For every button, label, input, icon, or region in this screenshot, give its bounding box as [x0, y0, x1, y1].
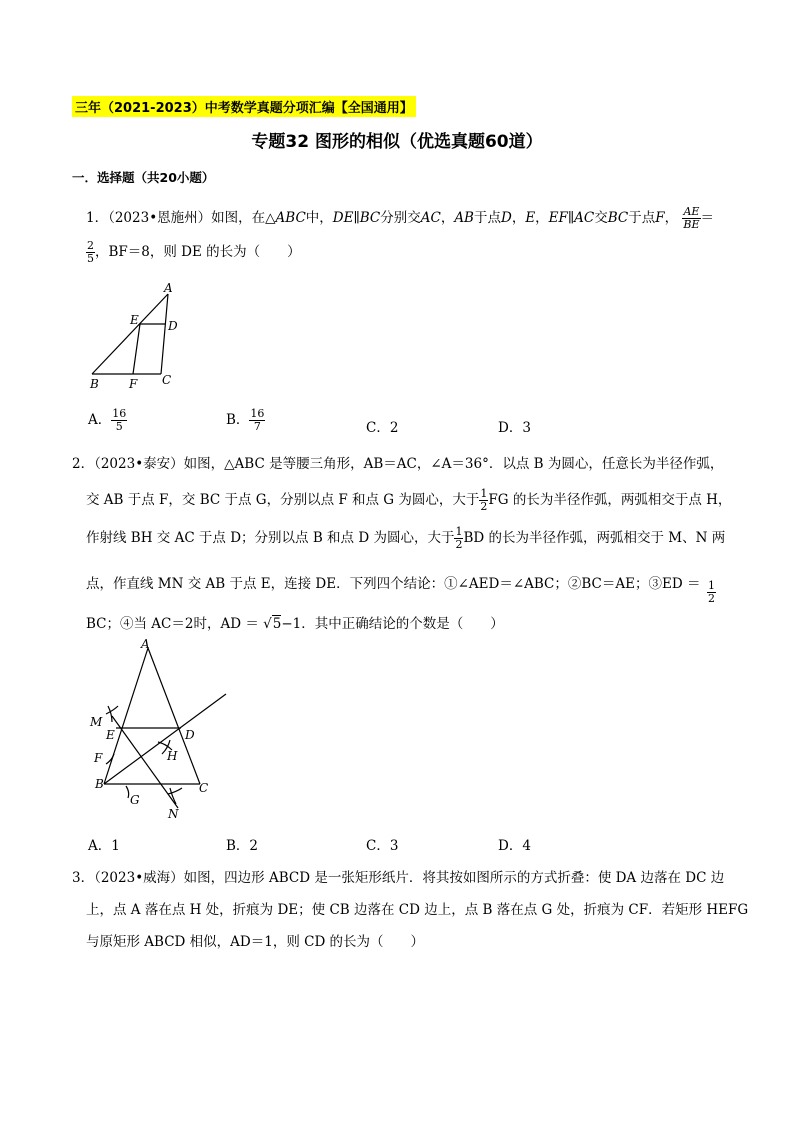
q2-figure	[86, 636, 236, 826]
q1-text: ，	[511, 210, 526, 226]
fraction-denominator: 5	[87, 252, 94, 265]
q2-label-a: A	[141, 637, 150, 651]
q1-ratio-fraction	[682, 206, 700, 231]
q1-line-1	[86, 206, 714, 231]
q1-text: ，BF＝8，则 DE 的长为（ ）	[95, 244, 301, 260]
q2-text: 点，作直线 MN 交 AB 于点 E，连接 DE．下列四个结论：①∠AED＝∠ABC；②BC＝AE；③ED ＝	[86, 576, 701, 592]
fraction-denominator: 5	[115, 420, 123, 433]
q2-text: BD 的长为半径作弧，两弧相交于 M、N 两	[463, 530, 726, 546]
q2-label-g: G	[130, 793, 140, 807]
q2-text: 交 AB 于点 F，交 BC 于点 G，分别以点 F 和点 G 为圆心，大于	[86, 492, 480, 508]
q1-option-b-fraction	[249, 408, 265, 433]
q1-label-a: A	[164, 281, 173, 295]
q2-arc-f	[106, 754, 114, 764]
q1-option-d[interactable]: D．3	[498, 420, 531, 436]
q1-label-f: F	[129, 377, 138, 391]
q1-label-d: D	[168, 319, 178, 333]
q2-label-b: B	[95, 777, 104, 791]
fraction-denominator: 7	[253, 420, 261, 433]
q2-option-a[interactable]: A．1	[88, 838, 120, 854]
q2-text: −1．其中正确结论的个数是（ ）	[281, 616, 504, 632]
q2-label-h: H	[167, 749, 178, 763]
fraction-denominator: BE	[683, 218, 700, 231]
q2-arc-m1	[106, 706, 118, 714]
q1-text: 于点	[473, 210, 501, 226]
q1-segment-ba	[92, 294, 168, 374]
q1-text: 分别交	[380, 210, 421, 226]
q2-label-f: F	[94, 751, 103, 765]
q1-figure	[86, 280, 196, 392]
q2-ray-bh	[104, 694, 226, 784]
q1-option-b-label: B．	[226, 412, 250, 428]
fraction-numerator: 1	[480, 487, 488, 500]
q1-text: F	[655, 210, 665, 226]
q2-option-c[interactable]: C．3	[366, 838, 399, 854]
q2-option-b[interactable]: B．2	[226, 838, 259, 854]
fraction-numerator: 1	[455, 525, 463, 538]
q2-option-d[interactable]: D．4	[498, 838, 531, 854]
q1-text: BC	[607, 210, 629, 226]
q1-text: ，	[535, 210, 549, 226]
q1-option-b[interactable]	[226, 408, 265, 433]
fraction-numerator: 1	[708, 579, 715, 592]
q2-line-4	[86, 572, 700, 592]
q2-arc-g	[126, 786, 129, 798]
q2-label-n: N	[168, 807, 179, 821]
q1-option-a-fraction	[111, 408, 127, 433]
q2-label-d: D	[185, 728, 195, 742]
q1-text: E	[525, 210, 536, 226]
page-title: 专题32 图形的相似（优选真题60道）	[251, 132, 543, 152]
q1-text: AC	[420, 210, 441, 226]
q2-text: 作射线 BH 交 AC 于点 D；分别以点 B 和点 D 为圆心，大于	[86, 530, 455, 546]
q2-label-c: C	[199, 781, 209, 795]
series-banner: 三年（2021-2023）中考数学真题分项汇编【全国通用】	[72, 96, 416, 117]
fraction-numerator: AE	[683, 205, 700, 218]
q3-line-3: 与原矩形 ABCD 相似，AD＝1，则 CD 的长为（ ）	[86, 934, 425, 950]
q1-text: 交	[594, 210, 608, 226]
q2-segment-ac	[148, 648, 200, 784]
fraction-denominator: 2	[480, 500, 488, 513]
q2-label-m: M	[90, 715, 103, 729]
q2-arc-m2	[108, 706, 112, 722]
q1-line-2	[86, 240, 301, 265]
q1-label-e: E	[130, 313, 139, 327]
q1-text: ，	[664, 210, 679, 226]
fraction-numerator: 16	[112, 407, 127, 420]
q1-text: ，	[440, 210, 455, 226]
q1-option-a[interactable]	[88, 408, 127, 433]
q1-text: AB	[454, 210, 474, 226]
q2-segment-ba	[104, 648, 148, 784]
q1-text: D	[500, 210, 512, 226]
q1-value-fraction	[86, 240, 95, 265]
q3-line-1: 3．（2023•威海）如图，四边形 ABCD 是一张矩形纸片．将其按如图所示的方式折叠：使 DA 边落在 DC 边	[72, 870, 725, 886]
section-heading: 一．选择题（共20小题）	[72, 170, 215, 185]
q1-label-c: C	[162, 373, 172, 387]
q1-text: ＝	[700, 210, 715, 226]
q1-text: 1．（2023•恩施州）如图，在△	[86, 210, 276, 226]
fraction-numerator: 2	[87, 239, 94, 252]
fraction-denominator: 2	[455, 538, 463, 551]
q2-line-3	[86, 526, 725, 551]
q1-text: 于点	[628, 210, 656, 226]
q2-label-e: E	[106, 728, 115, 742]
q2-half-fraction-3	[707, 580, 716, 605]
q2-line-1: 2．（2023•泰安）如图，△ABC 是等腰三角形，AB＝AC，∠A＝36°．以点 B 为圆心，任意长为半径作弧，	[72, 456, 724, 472]
q1-option-a-label: A．	[88, 412, 112, 428]
q1-segment-ef	[133, 324, 140, 374]
q2-text: FG 的长为半径作弧，两弧相交于点 H，	[488, 492, 732, 508]
fraction-numerator: 16	[250, 407, 265, 420]
q1-label-b: B	[90, 377, 99, 391]
q1-text: ABC	[275, 210, 306, 226]
q1-text: 中，	[305, 210, 333, 226]
q2-line-5: BC；④当 AC＝2时，AD ＝ √5−1．其中正确结论的个数是（ ）	[86, 616, 504, 632]
q1-text: EF∥AC	[548, 210, 595, 226]
q1-segment-ac	[161, 294, 168, 374]
fraction-denominator: 2	[708, 592, 715, 605]
q1-option-c[interactable]: C．2	[366, 420, 399, 436]
sqrt-radicand: 5	[272, 616, 282, 632]
q3-line-2: 上，点 A 落在点 H 处，折痕为 DE；使 CB 边落在 CD 边上，点 B 落在点 G 处，折痕为 CF．若矩形 HEFG	[86, 902, 749, 918]
q1-text: DE∥BC	[332, 210, 381, 226]
q2-text: BC；④当 AC＝2时，AD ＝	[86, 616, 264, 632]
q2-line-2	[86, 488, 731, 513]
